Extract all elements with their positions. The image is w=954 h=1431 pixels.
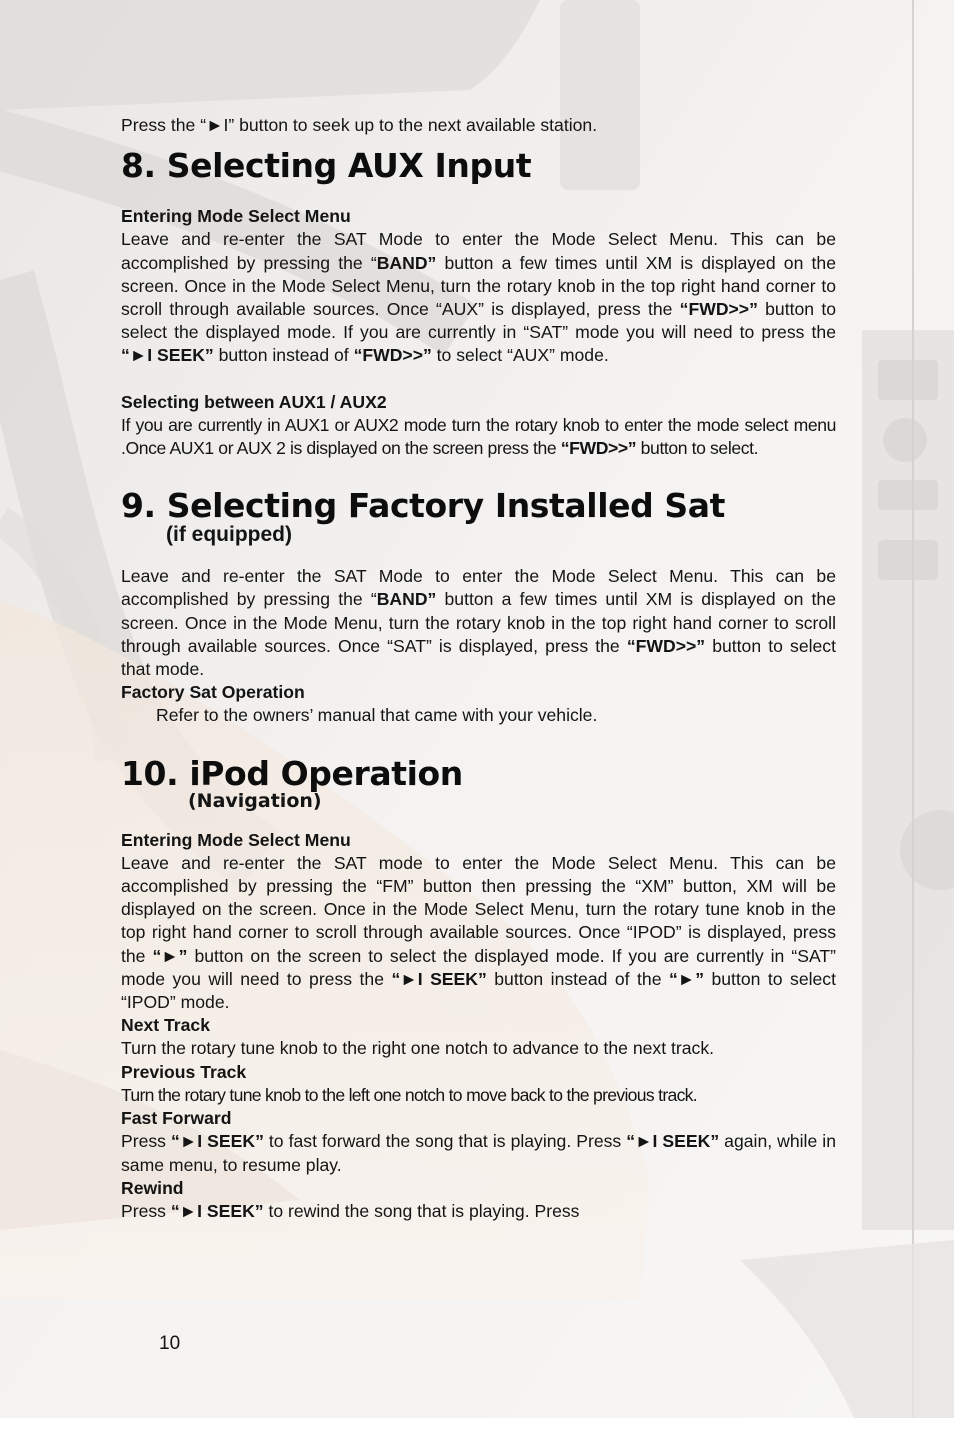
section-9-heading: 9. Selecting Factory Installed Sat xyxy=(121,486,726,526)
fwd-button-ref: “FWD>>” xyxy=(353,345,432,366)
aux-entering-text-4: button instead of xyxy=(213,345,354,366)
ipod-text-1: Leave and re-enter the SAT mode to enter the Mode Select Menu. This can be accomplished by pressing the “FM” button then pressing the “XM” button, XM will be displayed on the screen. Once in the Mode Select Menu, turn the rotary tune knob in the top right hand corner to scroll through available sources. Once “IPOD” is displayed, press the xyxy=(121,852,836,966)
section-9-subheading: (if equipped) xyxy=(166,523,292,547)
ipod-entering-mode-label: Entering Mode Select Menu xyxy=(121,829,351,850)
rewind-paragraph xyxy=(121,1200,836,1223)
rewind-label: Rewind xyxy=(121,1177,184,1198)
section-10-subheading: (Navigation) xyxy=(188,789,322,812)
next-track-text: Turn the rotary tune knob to the right one notch to advance to the next track. xyxy=(121,1038,715,1059)
seek-button-ref: “►I SEEK” xyxy=(391,968,487,989)
play-button-ref: “►” xyxy=(152,945,188,966)
entering-mode-label: Entering Mode Select Menu xyxy=(121,206,351,227)
next-track-label: Next Track xyxy=(121,1015,210,1036)
previous-track-label: Previous Track xyxy=(121,1061,247,1082)
band-button-ref: BAND” xyxy=(376,589,437,610)
fwd-button-ref: “FWD>>” xyxy=(560,438,637,459)
page-content xyxy=(121,114,836,1223)
aux-entering-text-2: button a few times until XM is displayed on the screen. Once in the Mode Select Menu, turn the rotary knob in the top right hand corner to scroll through available sources. Once “AUX” is displayed, press the xyxy=(121,252,836,320)
ipod-text-3: button instead of the xyxy=(486,968,669,989)
aux1-aux2-label: Selecting between AUX1 / AUX2 xyxy=(121,391,387,412)
aux-select-text-2: button to select. xyxy=(636,438,759,459)
ff-text-2: to fast forward the song that is playing. Press xyxy=(263,1131,627,1152)
aux-entering-text-5: to select “AUX” mode. xyxy=(431,345,609,366)
aux-entering-text-1: Leave and re-enter the SAT Mode to enter the Mode Select Menu. This can be accomplished by pressing the “ xyxy=(121,229,836,273)
ff-text-3: again, while in same menu, to resume play. xyxy=(121,1131,836,1175)
previous-track-text: Turn the rotary tune knob to the left one notch to move back to the previous track. xyxy=(121,1084,697,1105)
fast-forward-label: Fast Forward xyxy=(121,1108,232,1129)
seek-button-ref: “►I SEEK” xyxy=(626,1131,720,1152)
section-10-heading: 10. iPod Operation xyxy=(121,753,463,793)
seek-button-ref: “►I SEEK” xyxy=(121,345,214,366)
ipod-text-2: button on the screen to select the displayed mode. If you are currently in “SAT” mode you will need to press the xyxy=(121,945,836,989)
aux-entering-paragraph xyxy=(121,228,836,367)
fwd-button-ref: “FWD>>” xyxy=(626,635,706,656)
sat-text-1: Leave and re-enter the SAT Mode to enter the Mode Select Menu. This can be accomplished by pressing the “ xyxy=(121,566,836,610)
fast-forward-paragraph xyxy=(121,1130,836,1176)
aux-entering-text-3: button to select the displayed mode. If you are currently in “SAT” mode you will need to press the xyxy=(121,299,836,343)
rewind-text-2: to rewind the song that is playing. Press xyxy=(263,1200,580,1221)
section-8-heading: 8. Selecting AUX Input xyxy=(121,146,532,186)
fwd-button-ref: “FWD>>” xyxy=(679,299,758,320)
aux-select-text-1: If you are currently in AUX1 or AUX2 mode turn the rotary knob to enter the mode select menu .Once AUX1 or AUX 2 is displayed on the screen press the xyxy=(121,414,836,459)
factory-sat-operation-label: Factory Sat Operation xyxy=(121,682,305,703)
ff-text-1: Press xyxy=(121,1131,172,1152)
page-number: 10 xyxy=(159,1333,181,1354)
play-button-ref: “►” xyxy=(668,968,704,989)
factory-sat-paragraph xyxy=(121,565,836,681)
sat-text-3: button to select that mode. xyxy=(121,635,836,680)
seek-button-ref: “►I SEEK” xyxy=(171,1131,264,1152)
band-button-ref: BAND” xyxy=(376,252,437,273)
ipod-entering-paragraph xyxy=(121,852,836,1014)
rewind-text-1: Press xyxy=(121,1200,171,1221)
aux1-aux2-paragraph xyxy=(121,414,836,460)
factory-sat-operation-text: Refer to the owners’ manual that came with your vehicle. xyxy=(156,705,598,726)
seek-button-ref: “►I SEEK” xyxy=(170,1200,264,1221)
intro-text: Press the “►I” button to seek up to the next available station. xyxy=(121,115,598,135)
ipod-text-4: button to select “IPOD” mode. xyxy=(121,968,836,1013)
sat-text-2: button a few times until XM is displayed on the screen. Once in the Mode Menu, turn the rotary knob in the top right hand corner to scroll through available sources. Once “SAT” is displayed, press the xyxy=(121,589,836,656)
